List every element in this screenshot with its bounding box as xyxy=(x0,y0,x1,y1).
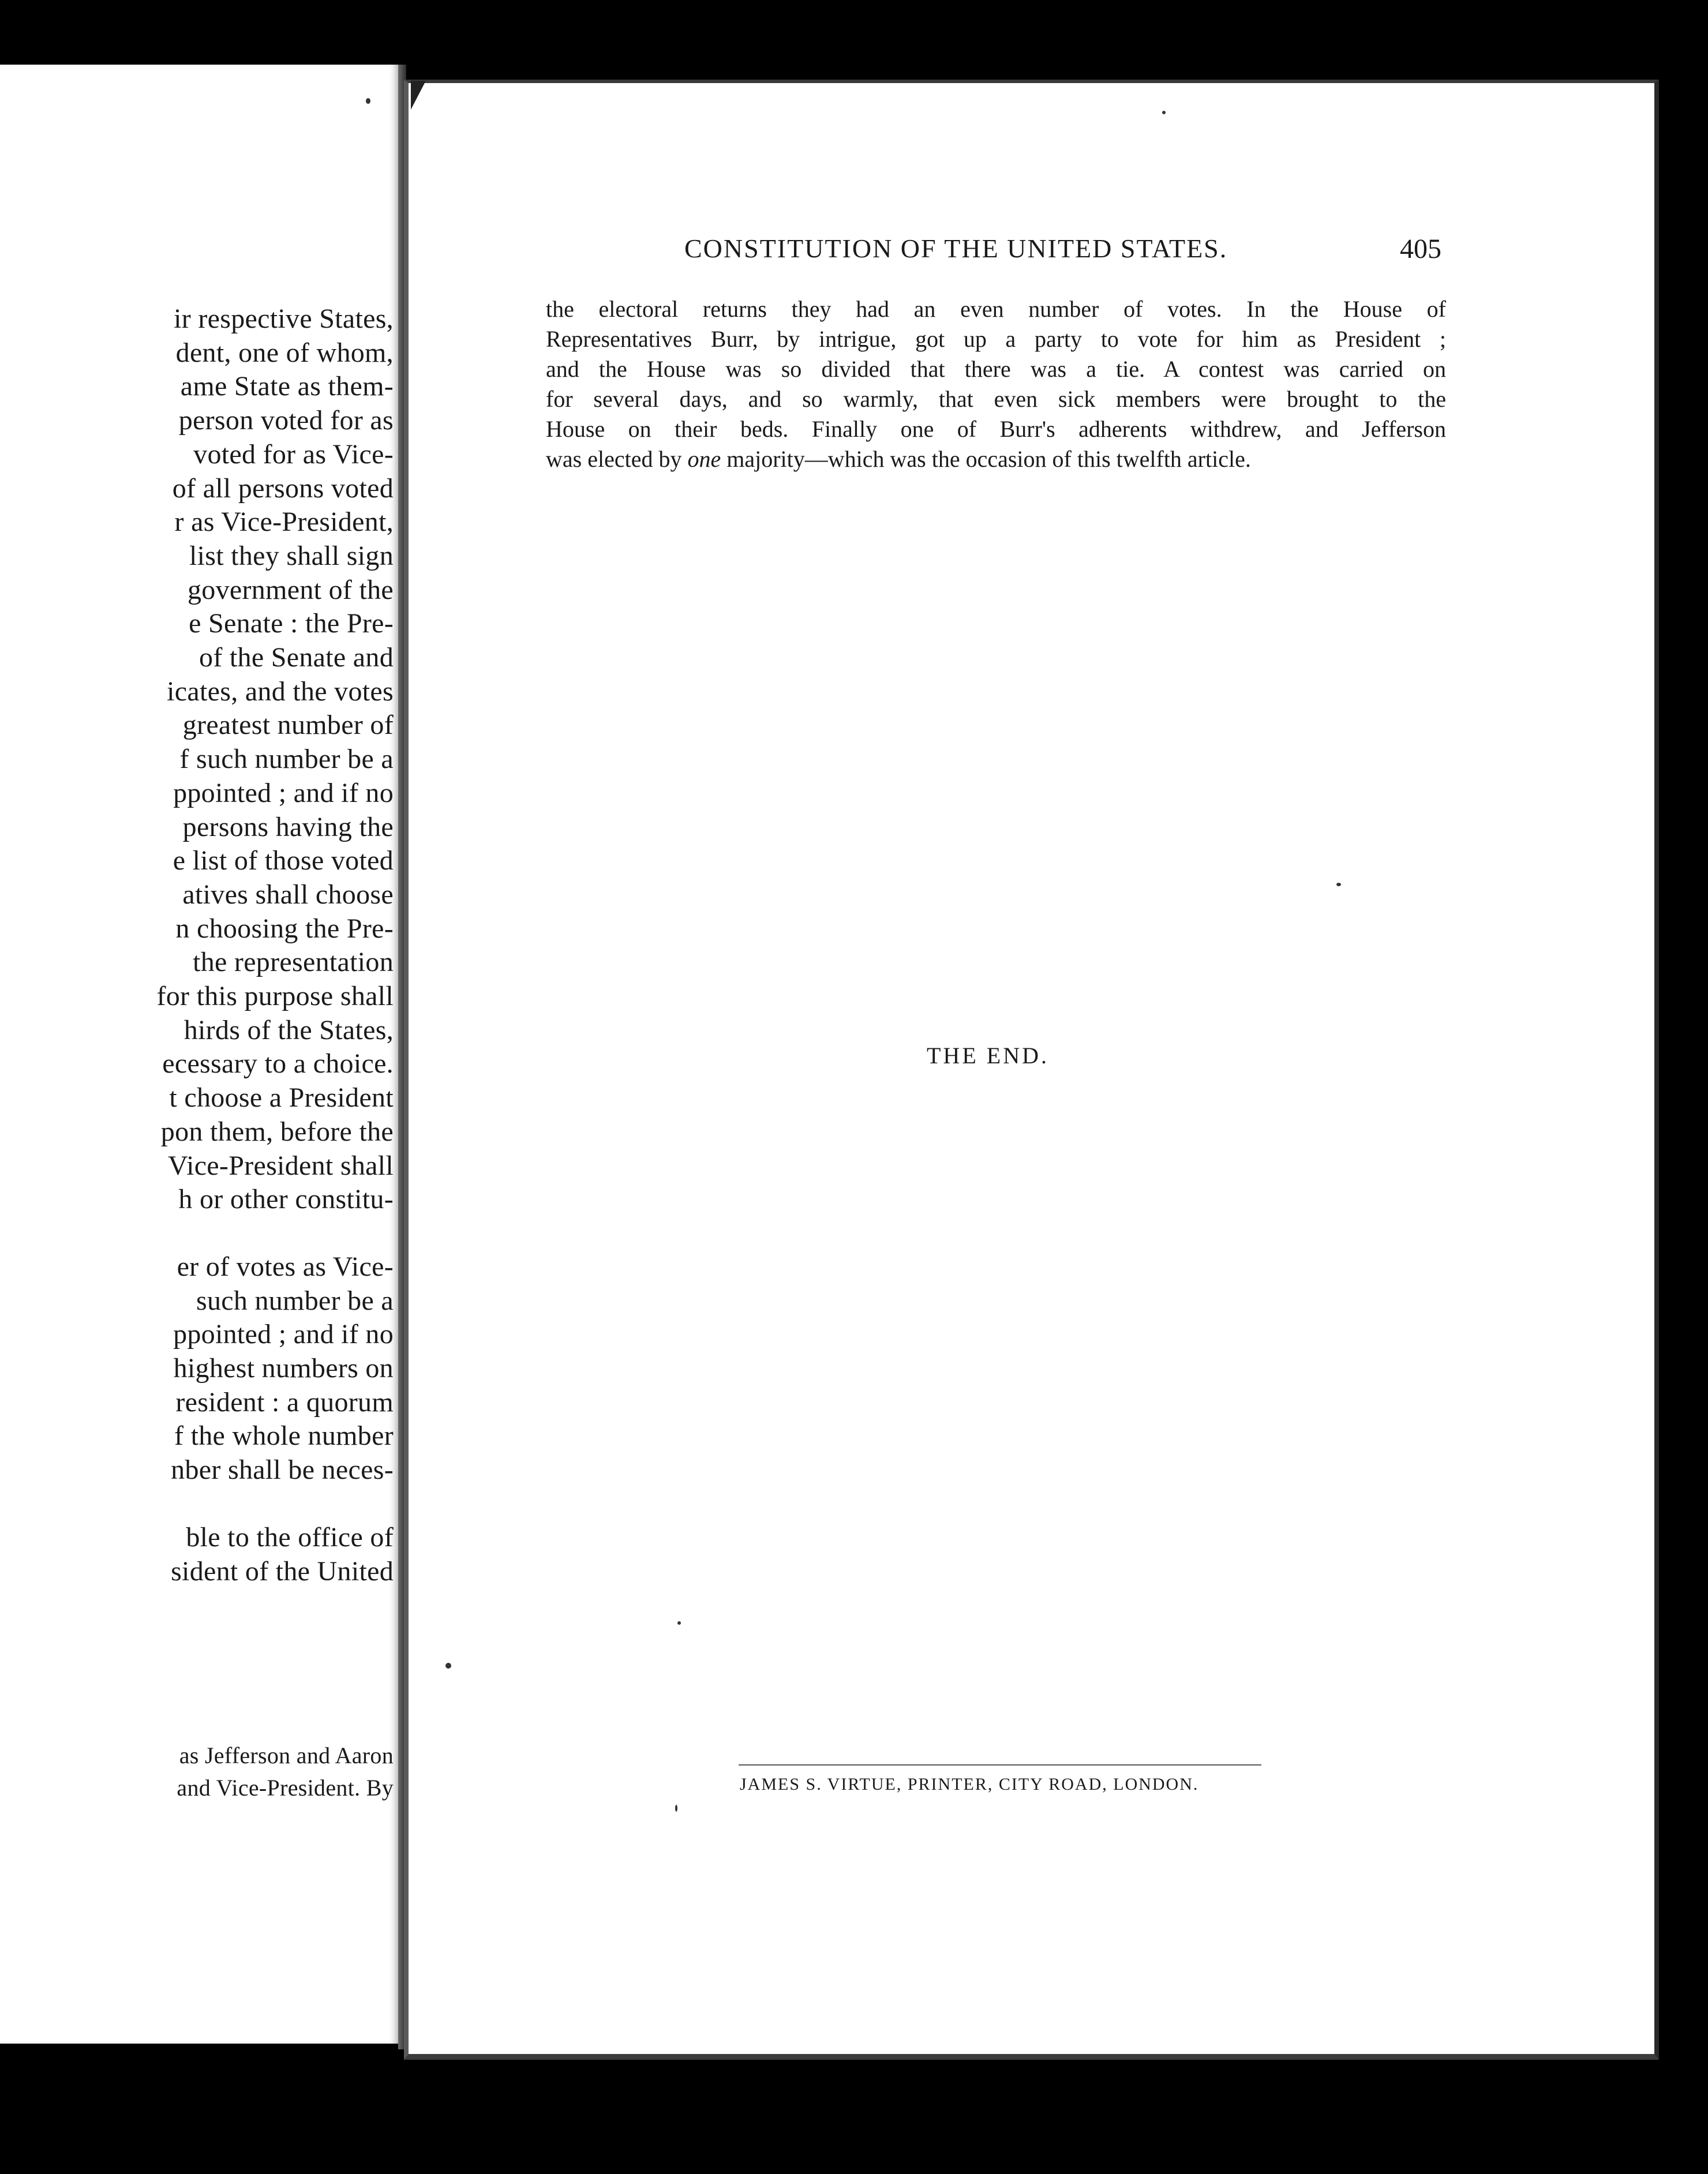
print-speck xyxy=(1162,111,1166,114)
imprint-rule xyxy=(739,1764,1261,1766)
left-page-line: icates, and the votes xyxy=(167,676,394,707)
page-corner-mark xyxy=(411,81,426,110)
left-page-line: ppointed ; and if no xyxy=(173,777,394,808)
note-line: and the House was so divided that there was a tie. A contest was carried on xyxy=(546,356,1446,382)
note-line: Representatives Burr, by intrigue, got up a party to vote for him as President ; xyxy=(546,326,1446,352)
left-page-line: er of votes as Vice- xyxy=(177,1251,394,1282)
left-page-line: hirds of the States, xyxy=(183,1014,394,1045)
left-page-line: dent, one of whom, xyxy=(175,337,394,368)
left-page-line: n choosing the Pre- xyxy=(175,913,394,944)
printer-imprint: JAMES S. VIRTUE, PRINTER, CITY ROAD, LONDON. xyxy=(740,1775,1199,1794)
left-page-line: greatest number of xyxy=(182,710,394,741)
left-page-line: r as Vice-President, xyxy=(174,507,394,538)
print-speck xyxy=(675,1805,677,1812)
print-speck xyxy=(677,1621,681,1625)
left-page-line: f such number be a xyxy=(179,744,394,775)
left-page-line: ame State as them- xyxy=(180,371,394,402)
left-page-line: such number be a xyxy=(196,1285,394,1316)
left-page-line: pon them, before the xyxy=(160,1116,394,1147)
left-page-line: for this purpose shall xyxy=(156,981,394,1011)
left-page-line: f the whole number xyxy=(174,1420,394,1452)
left-page-line: Vice-President shall xyxy=(167,1150,394,1181)
note-line: the electoral returns they had an even number of votes. In the House of xyxy=(546,296,1446,322)
left-page-line: ble to the office of xyxy=(186,1521,394,1553)
print-speck xyxy=(1336,883,1341,886)
left-page-line: sident of the United xyxy=(171,1555,394,1587)
left-page-line: persons having the xyxy=(182,811,394,842)
left-page-footnote-line: and Vice-President. By xyxy=(177,1775,394,1801)
note-italic-word: one xyxy=(687,446,721,472)
left-page-line: the representation xyxy=(193,947,394,978)
left-page-footnote-line: as Jefferson and Aaron xyxy=(179,1742,394,1768)
left-page-line: e list of those voted xyxy=(173,845,394,876)
page-number: 405 xyxy=(1400,234,1441,264)
left-page-line: list they shall sign xyxy=(189,540,394,571)
running-title: CONSTITUTION OF THE UNITED STATES. xyxy=(684,234,1228,263)
left-page-line: of all persons voted xyxy=(172,473,394,504)
left-page-line: ir respective States, xyxy=(174,303,394,334)
left-page-line: person voted for as xyxy=(178,405,394,436)
left-page-line: ppointed ; and if no xyxy=(173,1319,394,1350)
left-page-line: of the Senate and xyxy=(199,642,394,673)
note-text: was elected by xyxy=(546,446,688,472)
print-speck xyxy=(445,1663,451,1669)
left-page-line: highest numbers on xyxy=(173,1353,394,1384)
left-page-line: ecessary to a choice. xyxy=(162,1048,394,1079)
left-page-line: t choose a President xyxy=(169,1082,394,1114)
the-end-heading: THE END. xyxy=(927,1043,1049,1069)
left-page-line: atives shall choose xyxy=(182,879,394,910)
historical-note xyxy=(546,294,1446,474)
print-speck xyxy=(366,98,370,104)
note-line: for several days, and so warmly, that even sick members were brought to the xyxy=(546,386,1446,412)
left-page-line: h or other constitu- xyxy=(178,1184,394,1215)
left-page-line: voted for as Vice- xyxy=(193,438,394,470)
note-line-last xyxy=(546,444,1446,474)
note-text: majority—which was the occasion of this twelfth article. xyxy=(721,446,1251,472)
note-line: House on their beds. Finally one of Burr's adherents withdrew, and Jefferson xyxy=(546,416,1446,442)
left-page-line: nber shall be neces- xyxy=(171,1455,394,1486)
left-page-line: e Senate : the Pre- xyxy=(189,608,394,639)
left-page-line: government of the xyxy=(188,574,394,605)
left-page-line: resident : a quorum xyxy=(175,1386,394,1418)
left-page xyxy=(0,65,400,2044)
